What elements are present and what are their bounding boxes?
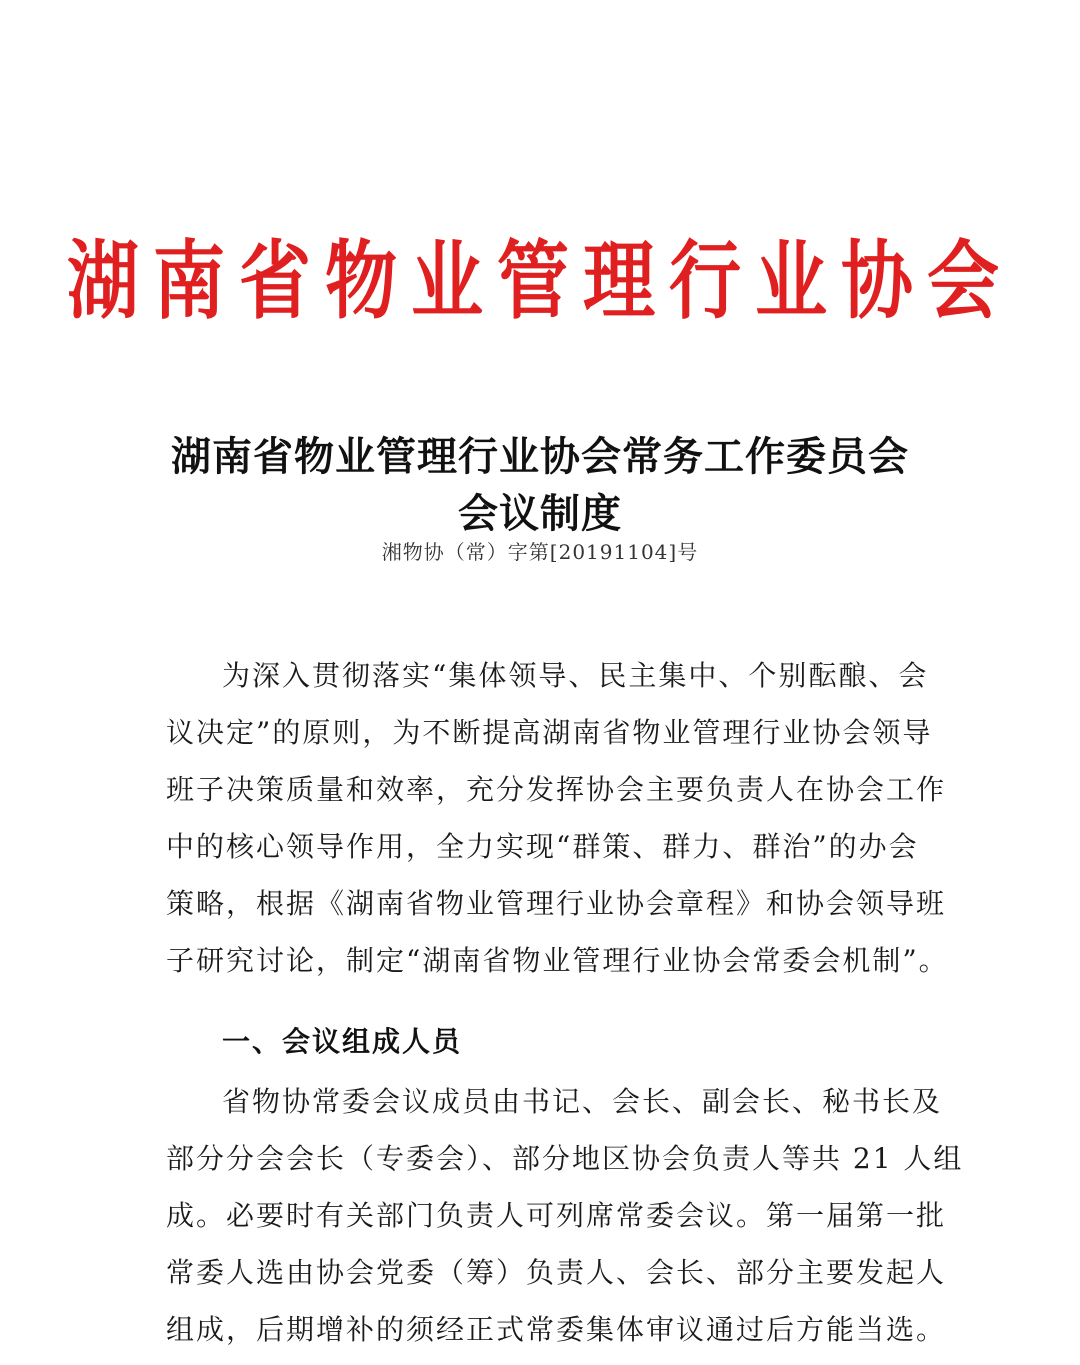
section-body-line: 组成，后期增补的须经正式常委集体审议通过后方能当选。 bbox=[166, 1313, 947, 1346]
document-title-line-2: 会议制度 bbox=[458, 491, 622, 537]
section-heading: 一、会议组成人员 bbox=[222, 1025, 463, 1058]
masthead-org-name: 湖南省物业管理行业协会 bbox=[66, 231, 1013, 331]
preamble-line: 中的核心领导作用，全力实现“群策、群力、群治”的办会 bbox=[166, 830, 919, 863]
preamble-line: 子研究讨论，制定“湖南省物业管理行业协会常委会机制”。 bbox=[166, 944, 949, 977]
document-title-line-1: 湖南省物业管理行业协会常务工作委员会 bbox=[171, 434, 909, 480]
preamble-line: 为深入贯彻落实“集体领导、民主集中、个别酝酿、会 bbox=[222, 659, 929, 692]
section-body-line: 成。必要时有关部门负责人可列席常委会议。第一届第一批 bbox=[166, 1199, 947, 1232]
section-body-line: 省物协常委会议成员由书记、会长、副会长、秘书长及 bbox=[222, 1085, 943, 1118]
document-number: 湘物协（常）字第[20191104]号 bbox=[381, 540, 699, 564]
preamble-line: 议决定”的原则，为不断提高湖南省物业管理行业协会领导 bbox=[166, 716, 933, 749]
preamble-line: 策略，根据《湖南省物业管理行业协会章程》和协会领导班 bbox=[166, 887, 947, 920]
preamble-line: 班子决策质量和效率，充分发挥协会主要负责人在协会工作 bbox=[166, 773, 947, 806]
section-body-line: 部分分会会长（专委会）、部分地区协会负责人等共 21 人组 bbox=[166, 1142, 964, 1175]
section-body-line: 常委人选由协会党委（筹）负责人、会长、部分主要发起人 bbox=[166, 1256, 947, 1289]
